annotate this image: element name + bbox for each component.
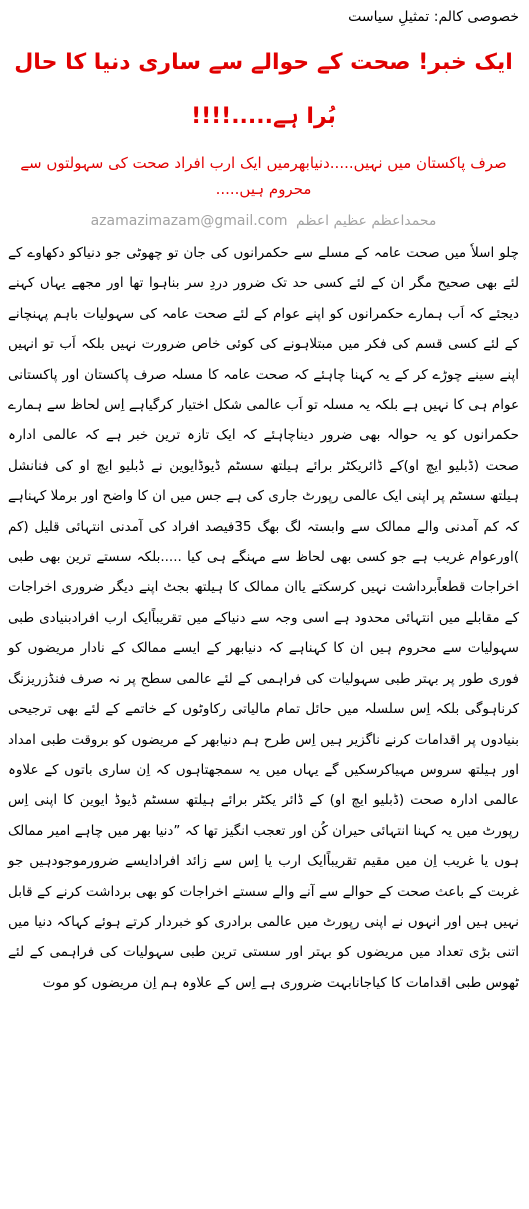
author-byline — [8, 210, 519, 232]
article-headline — [8, 36, 519, 144]
headline-line-2: بُرا ہے.....!!!! — [191, 104, 336, 129]
article-body: چلو اسلاٗ میں صحت عامہ کے مسلے سے حکمرانوں کی جان تو چھوٹی جو دنیاکو دکھاوے کے لئے بھی صحیح مگر ان کے لئے کسی حد تک ضرور دردِ سر بناہوا تھا اور مجھے یہاں کہنے دیجئے کہ اَب ہمارے حکمرانوں کو اپنے عوام کے لئے صحت عامہ کی سہولیات باہم پہنچانے کے لئے کسی قسم کی فکر میں مبتلاہونے کی کوئی خاص ضرورت نہیں بلکہ اَب تو انہیں اپنے سینے چوڑے کر کے یہ کہنا چاہئے کہ صحت عامہ کا مسلہ صرف پاکستان اور پاکستانی عوام ہی کا نہیں ہے بلکہ یہ مسلہ تو اَب عالمی شکل اختیار کرگیاہے اِس لحاظ سے ہمارے حکمرانوں کو یہ حوالہ بھی ضرور دیناچاہئے کہ ایک تازہ ترین خبر ہے کہ عالمی ادارہ صحت (ڈبلیو ایچ او)کے ڈائریکٹر برائے ہیلتھ سسٹم ڈیوڈایوین نے ڈبلیو ایچ او کی فنانشل ہیلتھ سسٹم پر اپنی ایک عالمی رپورٹ جاری کی ہے جس میں ان کا واضح اور برملا کہناہے کہ کم آمدنی والے ممالک سے وابستہ لگ بھگ 35فیصد افراد کی آمدنی انتہائی قلیل (کم )اورعوام غریب ہے جو کسی بھی لحاظ سے مہنگے ہی کیا .....بلکہ سستے ترین بھی طبی اخراجات قطعاًبرداشت نہیں کرسکتے یاان ممالک کا ہیلتھ بجٹ اپنے دیگر ضروری اخراجات کے مقابلے میں انتہائی محدود ہے اسی وجہ سے دنیاکے میں تقریباًایک ارب افرادبنیادی طبی سہولیات سے محروم ہیں ان کا کہناہے کہ دنیابھر کے ایسے ممالک کے نادار مریضوں کو فوری طور پر بہتر طبی سہولیات کی فراہمی کے لئے عالمی سطح پر نہ صرف فنڈزریزنگ کرناہوگی بلکہ اِس سلسلہ میں حائل تمام مالیاتی رکاوٹوں کے خاتمے کے لئے بھی ترجیحی بنیادوں پر اقدامات کرنے ناگزیر ہیں اِس طرح ہم دنیابھر کے مریضوں کو بروقت طبی امداد اور ہیلتھ سروس مہیاکرسکیں گے یہاں میں یہ سمجھتاہوں کہ اِن ساری باتوں کے علاوہ عالمی ادارہ صحت (ڈبلیو ایچ او) کے ڈائر یکٹر برائے ہیلتھ سسٹم ڈیوڈ ایوین کا اپنی اِس رپورٹ میں یہ کہنا انتہائی حیران کُن اور تعجب انگیز تھا کہ ”دنیا بھر میں چاہے امیر ممالک ہوں یا غریب اِن میں مقیم تقریباًایک ارب یا اِس سے زائد افرادایسے ضرورموجودہیں جو غربت کے باعث صحت کے حوالے سے آنے والے سستے اخراجات کو بھی برداشت کرنے کے قابل نہیں ہیں اور انہوں نے اپنی رپورٹ میں عالمی برادری کو خبردار کرتے ہوئے کہاکہ دنیا میں اتنی بڑی تعداد میں مریضوں کو بہتر اور سستی ترین طبی سہولیات کی فراہمی کے لئے ٹھوس طبی اقدامات کا کیاجانابہت ضروری ہے اِس کے علاوہ ہم اِن مریضوں کو موت — [8, 245, 519, 991]
author-email: azamazimazam@gmail.com — [90, 213, 288, 229]
article-subheadline: صرف پاکستان میں نہیں.....دنیابھرمیں ایک ارب افراد صحت کی سہولتوں سے محروم ہیں..... — [20, 154, 507, 198]
headline-line-1: ایک خبر! صحت کے حوالے سے ساری دنیا کا حال — [14, 50, 513, 75]
column-label: خصوصی کالم: تمثیلِ سیاست — [348, 9, 519, 25]
author-name: محمداعظم عظیم اعظم — [296, 213, 437, 229]
